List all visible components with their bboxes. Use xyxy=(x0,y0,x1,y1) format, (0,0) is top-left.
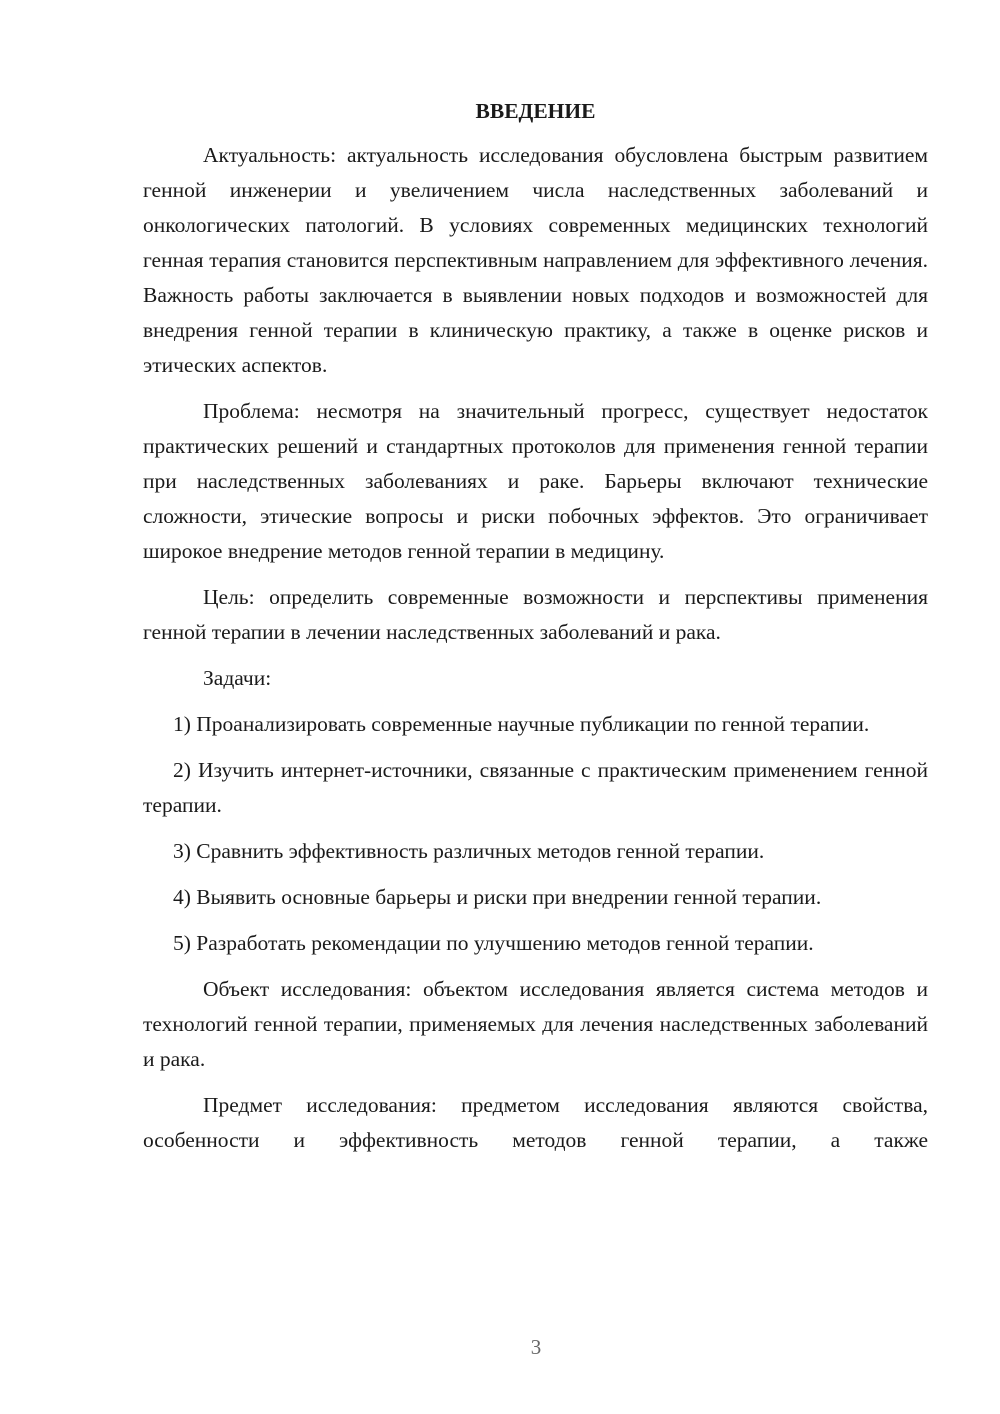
section-title: ВВЕДЕНИЕ xyxy=(475,99,596,123)
goal-paragraph: Цель: определить современные возможности и перспективы применения генной терапии в лечении наследственных заболеваний и рака. xyxy=(143,585,928,644)
task-item-3: 3) Сравнить эффективность различных методов генной терапии. xyxy=(173,839,765,863)
object-paragraph: Объект исследования: объектом исследования является система методов и технологий генной терапии, применяемых для лечения наследственных заболеваний и рака. xyxy=(143,977,928,1071)
problem-paragraph: Проблема: несмотря на значительный прогресс, существует недостаток практических решений и стандартных протоколов для применения генной терапии при наследственных заболеваниях и раке. Барьеры включают технические сложности, этические вопросы и риски побочных эффектов. Это ограничивает широкое внедрение методов генной терапии в медицину. xyxy=(143,399,928,563)
task-item-2: 2) Изучить интернет-источники, связанные с практическим применением генной терапии. xyxy=(143,758,928,817)
task-item-4: 4) Выявить основные барьеры и риски при внедрении генной терапии. xyxy=(173,885,822,909)
document-page xyxy=(143,96,928,1158)
task-item-1: 1) Проанализировать современные научные публикации по генной терапии. xyxy=(173,712,870,736)
page-number: 3 xyxy=(530,1335,542,1359)
subject-paragraph: Предмет исследования: предметом исследования являются свойства, особенности и эффективность методов генной терапии, а также xyxy=(143,1093,928,1152)
tasks-heading: Задачи: xyxy=(203,666,272,690)
task-item-5: 5) Разработать рекомендации по улучшению методов генной терапии. xyxy=(173,931,814,955)
relevance-paragraph: Актуальность: актуальность исследования обусловлена быстрым развитием генной инженерии и увеличением числа наследственных заболеваний и онкологических патологий. В условиях современных медицинских технологий генная терапия становится перспективным направлением для эффективного лечения. Важность работы заключается в выявлении новых подходов и возможностей для внедрения генной терапии в клиническую практику, а также в оценке рисков и этических аспектов. xyxy=(143,143,928,377)
